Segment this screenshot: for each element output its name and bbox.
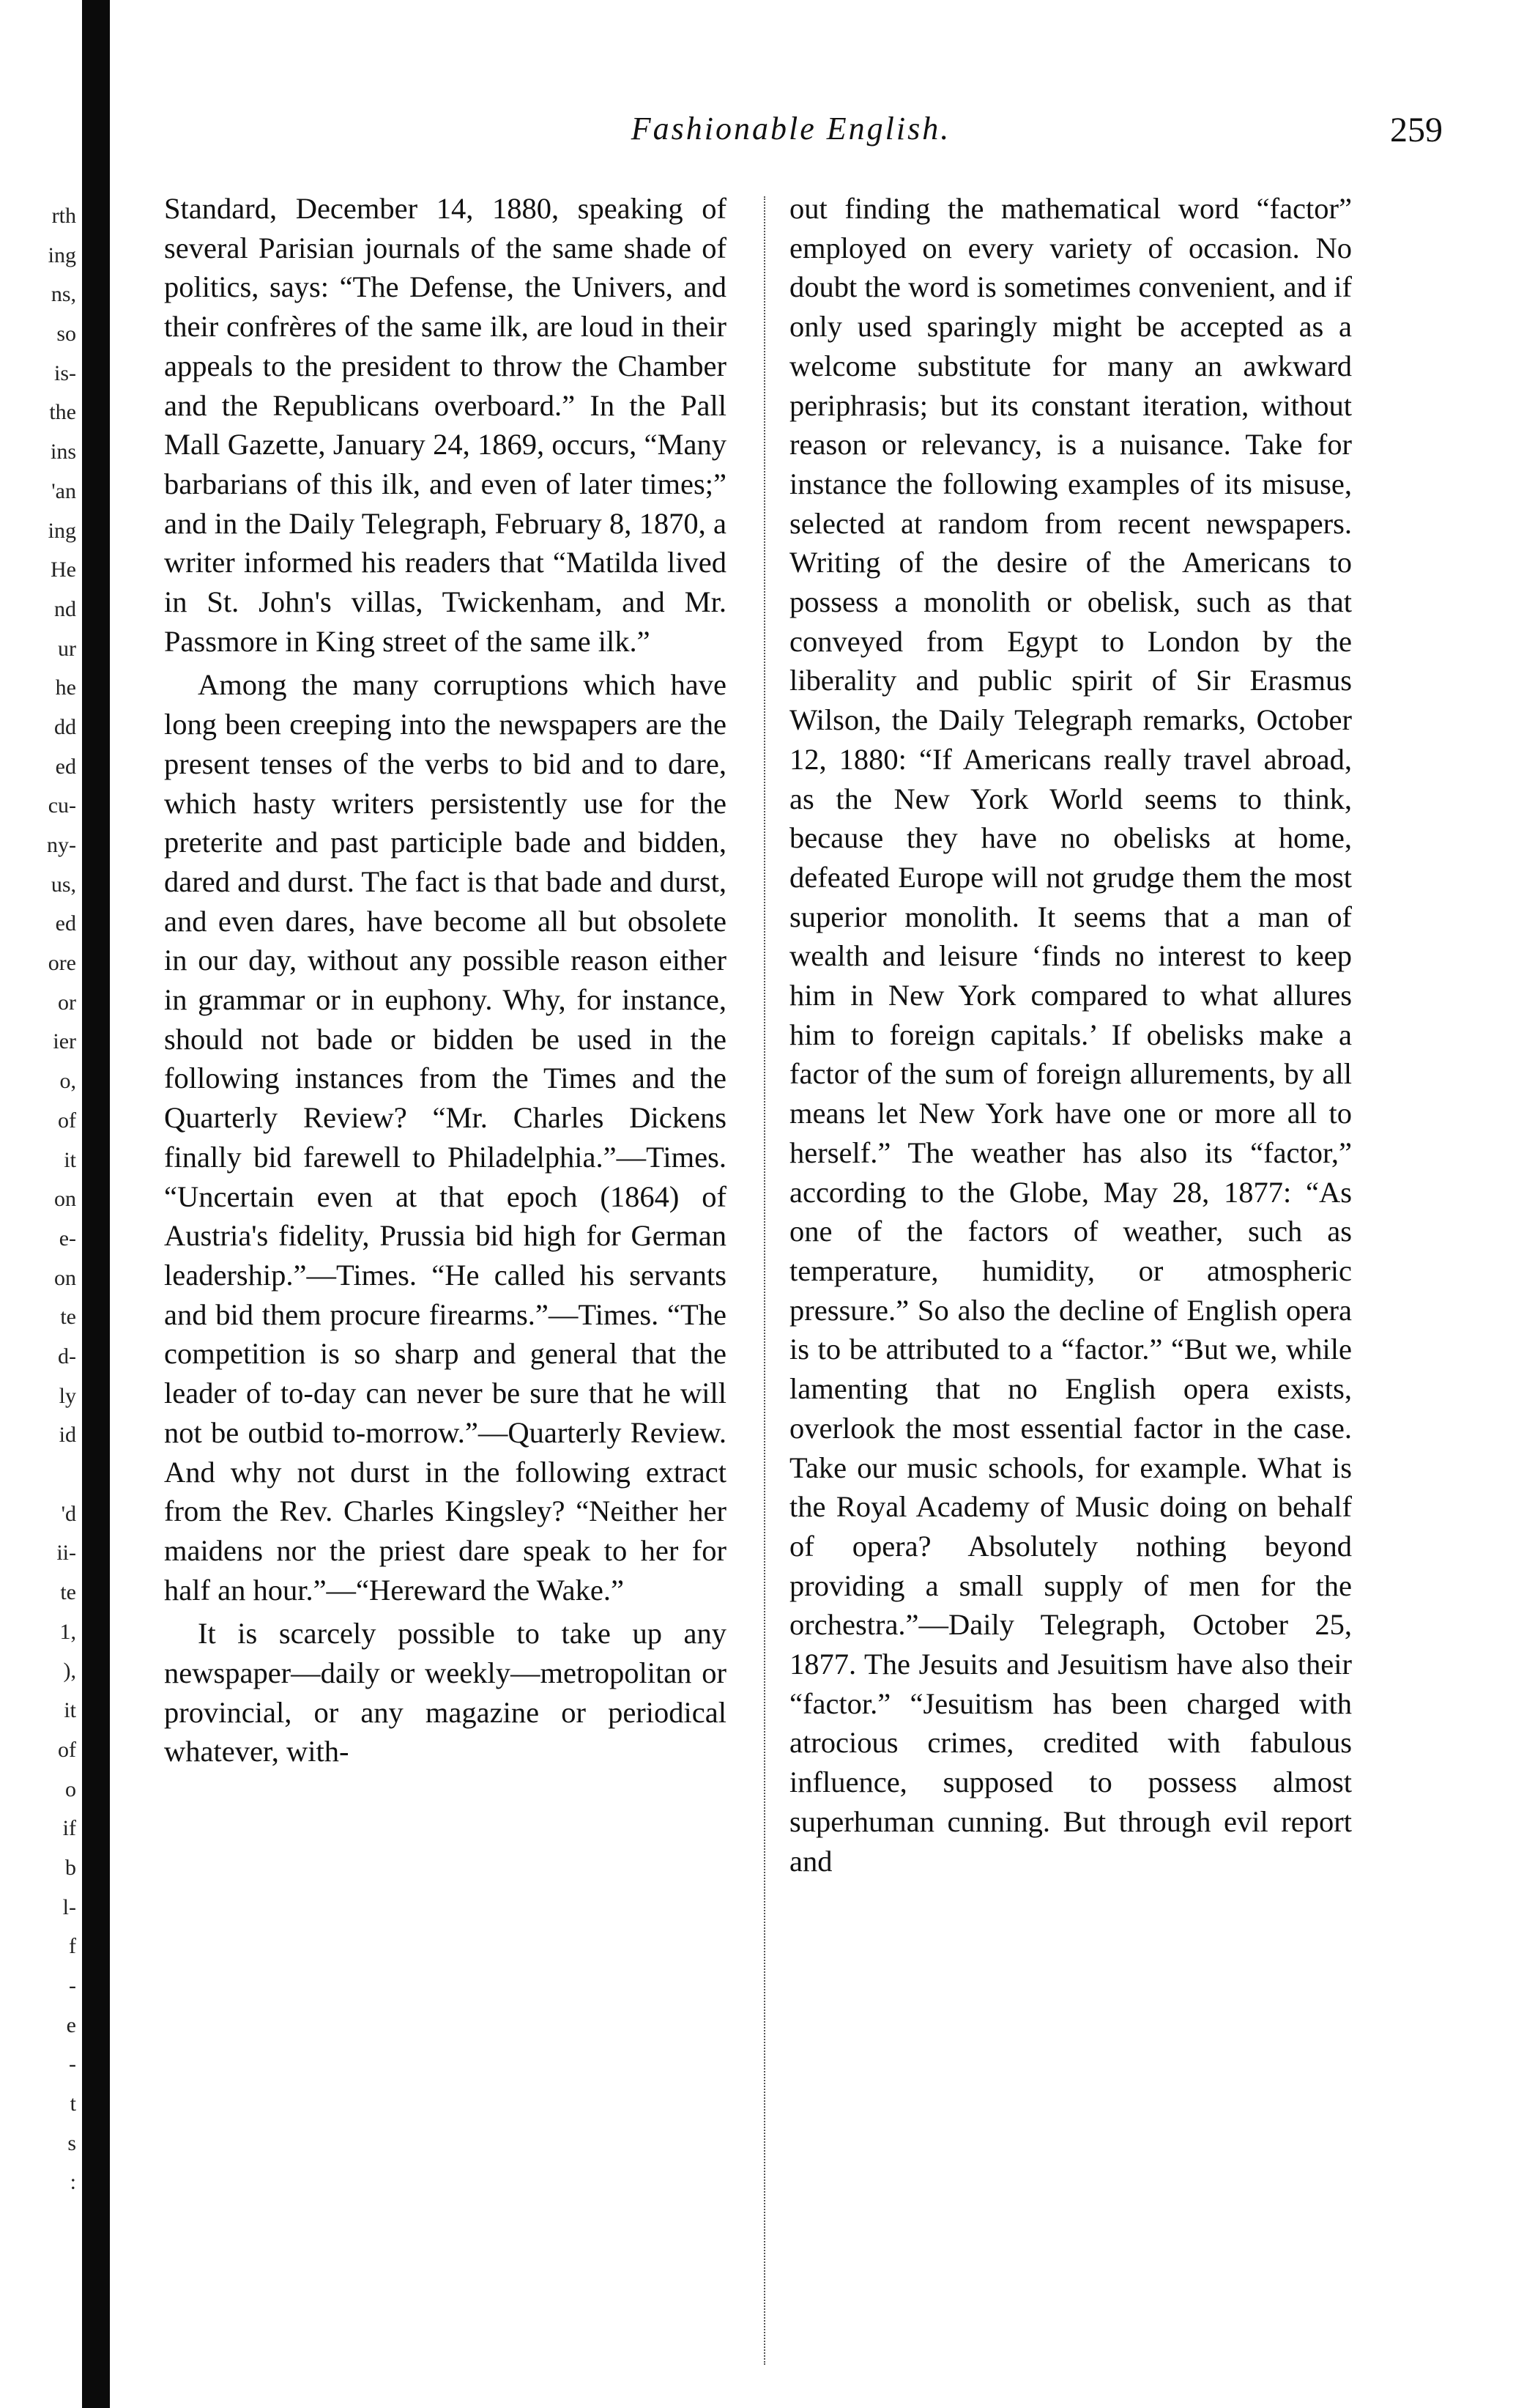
gutter-fragment: ing [48,518,76,543]
gutter-fragment: it [64,1147,76,1172]
gutter-fragment: cu- [48,793,76,818]
gutter-fragment: id [59,1423,76,1448]
gutter-fragment: ), [63,1659,76,1683]
gutter-fragment: 'd [61,1501,76,1526]
gutter-fragment: l- [62,1894,76,1919]
gutter-fragment: ing [48,242,76,267]
gutter-fragment: He [51,557,76,582]
gutter-fragment: on [54,1265,76,1290]
gutter-fragment: o [65,1777,76,1801]
gutter-fragment: ii- [56,1541,76,1566]
gutter-fragment: s [67,2130,76,2155]
gutter-fragment: ny- [47,833,76,857]
gutter-fragment [0,1455,76,1494]
gutter-fragment: rth [51,204,76,228]
gutter-fragment: is- [54,360,76,385]
gutter-fragment: - [69,2052,76,2077]
gutter-fragment: dd [54,714,76,739]
gutter-fragment: 1, [59,1619,76,1644]
gutter-fragment: e [66,2012,76,2037]
gutter-fragment: it [64,1698,76,1723]
gutter-fragment: he [55,675,76,700]
gutter-fragment: ier [53,1029,76,1054]
gutter-fragment: so [56,322,76,347]
gutter-fragment: if [62,1816,76,1841]
gutter-fragment: te [60,1305,76,1330]
gutter-fragment: o, [59,1069,76,1094]
gutter-fragment: ns, [51,282,76,307]
gutter-fragment: or [58,990,76,1015]
gutter-fragment: of [58,1737,76,1762]
gutter-fragment: 'an [51,478,76,503]
paragraph: out finding the mathematical word “factor” employed on every variety of occasion. No doubt the word is sometimes convenient, and if only used sparingly might be accepted as a welcome substitute for many an awkward periphrasis; but its constant iteration, without reason or relevancy, is a nuisance. Take for instance the following examples of its misuse, selected at random from recent newspapers. Writing of the desire of the Americans to possess a monolith or obelisk, such as that conveyed from Egypt to London by the liberality and public spirit of Sir Erasmus Wilson, the Daily Telegraph remarks, October 12, 1880: “If Americans really travel abroad, as the New York World seems to think, because they have no obelisks at home, defeated Europe will not grudge them the most superior monolith. It seems that a man of wealth and leisure ‘finds no interest to keep him in New York compared to what allures him to foreign capitals.’ If obelisks make a factor of the sum of foreign allurements, by all means let New York have one or more all to herself.” The weather has also its “factor,” according to the Globe, May 28, 1877: “As one of the factors of weather, such as temperature, humidity, or atmospheric pressure.” So also the decline of English opera is to be attributed to a “factor.” “But we, while lamenting that no English opera exists, overlook the most essential factor in the case. Take our music schools, for example. What is the Royal Academy of Music doing on behalf of opera? Absolutely nothing beyond providing a small supply of men for the orchestra.”—Daily Telegraph, October 25, 1877. The Jesuits and Jesuitism have also their “factor.” “Jesuitism has been charged with atrocious crimes, credited with fabulous influence, supposed to possess almost superhuman cunning. But through evil report and [789,192,1352,1878]
gutter-fragment: us, [51,872,76,897]
gutter-fragment: ed [55,911,76,936]
gutter-fragment: : [70,2170,76,2195]
binding-gutter [82,0,110,2408]
left-column [164,189,726,1771]
gutter-fragment: ur [58,636,76,661]
right-column [789,189,1352,1881]
paragraph: It is scarcely possible to take up any newspaper—daily or weekly—metropolitan or provincial, or any magazine or periodical whatever, with- [164,1617,726,1768]
page-number: 259 [1390,111,1443,149]
gutter-fragment: nd [54,596,76,621]
gutter-fragment: of [58,1108,76,1133]
gutter-fragment: the [49,400,76,425]
paragraph: Standard, December 14, 1880, speaking of several Parisian journals of the same shade of politics, says: “The Defense, the Univers, and their confrères of the same ilk, are loud in their appeals to the president to throw the Chamber and the Republicans overboard.” In the Pall Mall Gazette, January 24, 1869, occurs, “Many barbarians of this ilk, and even of later times;” and in the Daily Telegraph, February 8, 1870, a writer informed his readers that “Matilda lived in St. John's villas, Twickenham, and Mr. Passmore in King street of the same ilk.” [164,192,726,658]
gutter-fragment: t [70,2092,76,2116]
column-divider [764,196,765,2365]
gutter-fragment: on [54,1187,76,1212]
gutter-fragment: b [65,1855,76,1880]
gutter-fragment: - [69,1973,76,1998]
gutter-fragment: te [60,1580,76,1605]
gutter-fragment: d- [58,1344,76,1368]
paragraph: Among the many corruptions which have long been creeping into the newspapers are the present tenses of the verbs to bid and to dare, which hasty writers persistently use for the preterite and past participle bade and bidden, dared and durst. The fact is that bade and durst, and even dares, have become all but obsolete in our day, without any possible reason either in grammar or in euphony. Why, for instance, should not bade or bidden be used in the following instances from the Times and the Quarterly Review? “Mr. Charles Dickens finally bid farewell to Philadelphia.”—Times. “Uncertain even at that epoch (1864) of Austria's fidelity, Prussia bid high for German leadership.”—Times. “He called his servants and bid them procure firearms.”—Times. “The competition is so sharp and general that the leader of to-day can never be sure that he will not be outbid to-morrow.”—Quarterly Review. And why not durst in the following extract from the Rev. Charles Kingsley? “Neither her maidens nor the priest dare speak to her for half an hour.”—“Hereward the Wake.” [164,668,726,1607]
gutter-fragment: ly [59,1383,76,1408]
gutter-fragment: ore [48,951,76,976]
gutter-fragment: e- [59,1226,76,1251]
gutter-fragment: ed [55,754,76,779]
gutter-fragment: ins [50,440,76,464]
gutter-fragment: f [69,1934,76,1959]
running-title: Fashionable English. [631,111,951,147]
facing-page-fragments [0,196,76,2202]
